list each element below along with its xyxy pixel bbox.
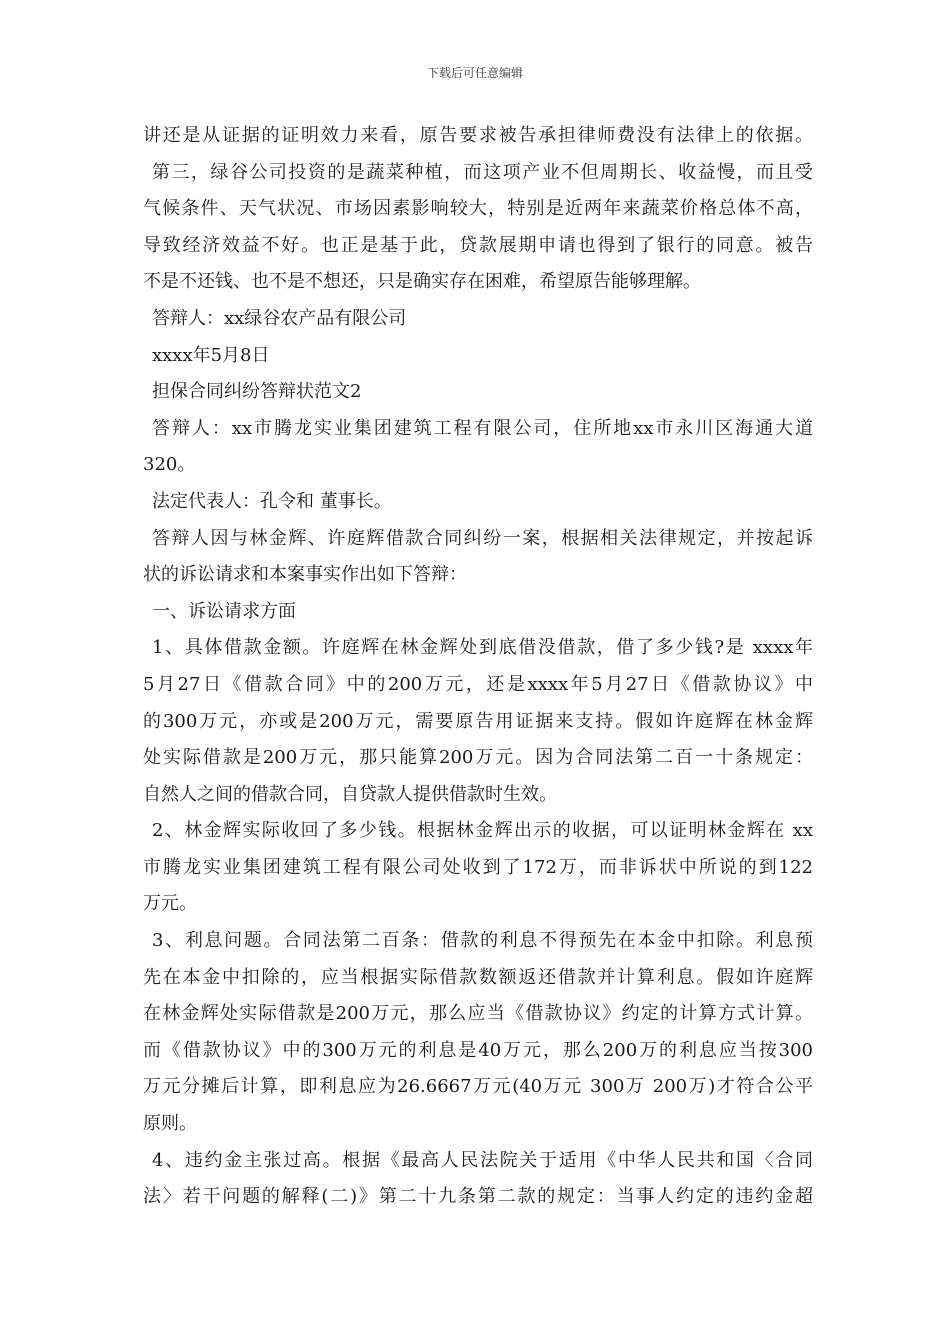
text-line: 答辩人：xx市腾龙实业集团建筑工程有限公司，住所地xx市永川区海通大道 [152,417,813,439]
text-line: 3、利息问题。合同法第二百条：借款的利息不得预先在本金中扣除。利息预 [152,930,813,952]
text-line: 原则。 [143,1113,197,1135]
text-line: 1、具体借款金额。许庭辉在林金辉处到底借没借款，借了多少钱?是 xxxx年 [152,637,813,659]
text-line: xxxx年5月8日 [152,344,270,366]
text-line: 答辩人：xx绿谷农产品有限公司 [152,307,407,329]
text-line: 先在本金中扣除的，应当根据实际借款数额返还借款并计算利息。假如许庭辉 [143,966,813,988]
section-title: 担保合同纠纷答辩状范文2 [152,381,362,403]
text-line: 的300万元，亦或是200万元，需要原告用证据来支持。假如许庭辉在林金辉 [143,710,813,732]
text-line: 在林金辉处实际借款是200万元，那么应当《借款协议》约定的计算方式计算。 [143,1003,813,1025]
text-line: 万元。 [143,893,197,915]
text-line: 320。 [143,454,196,476]
text-line: 状的诉讼请求和本案事实作出如下答辩： [143,564,467,586]
text-line: 5月27日《借款合同》中的200万元，还是xxxx年5月27日《借款协议》中 [143,673,813,695]
text-line: 2、林金辉实际收回了多少钱。根据林金辉出示的收据，可以证明林金辉在 xx [152,820,813,842]
text-line: 讲还是从证据的证明效力来看，原告要求被告承担律师费没有法律上的依据。 [143,125,813,146]
text-line: 市腾龙实业集团建筑工程有限公司处收到了172万，而非诉状中所说的到122 [143,856,813,878]
text-line: 4、违约金主张过高。根据《最高人民法院关于适用《中华人民共和国〈合同 [152,1149,813,1171]
text-line: 不是不还钱、也不是不想还，只是确实存在困难，希望原告能够理解。 [143,271,701,293]
text-line: 第三，绿谷公司投资的是蔬菜种植，而这项产业不但周期长、收益慢，而且受 [152,161,813,183]
text-line: 法〉若干问题的解释(二)》第二十九条第二款的规定：当事人约定的违约金超 [143,1186,813,1208]
text-line: 导致经济效益不好。也正是基于此，贷款展期申请也得到了银行的同意。被告 [143,234,813,256]
text-line: 而《借款协议》中的300万元的利息是40万元，那么200万的利息应当按300 [143,1039,813,1061]
text-line: 答辩人因与林金辉、许庭辉借款合同纠纷一案，根据相关法律规定，并按起诉 [152,527,813,549]
document-body [143,118,813,1216]
text-line: 法定代表人：孔令和 董事长。 [152,490,392,512]
text-line: 万元分摊后计算，即利息应为26.6667万元(40万元 300万 200万)才符合公平 [143,1076,813,1098]
page-header: 下载后可任意编辑 [426,66,523,80]
text-line: 自然人之间的借款合同，自贷款人提供借款时生效。 [143,783,557,805]
text-line: 气候条件、天气状况、市场因素影响较大，特别是近两年来蔬菜价格总体不高， [143,198,813,220]
text-line: 处实际借款是200万元，那只能算200万元。因为合同法第二百一十条规定： [143,747,813,769]
section-heading: 一、诉讼请求方面 [152,600,296,622]
